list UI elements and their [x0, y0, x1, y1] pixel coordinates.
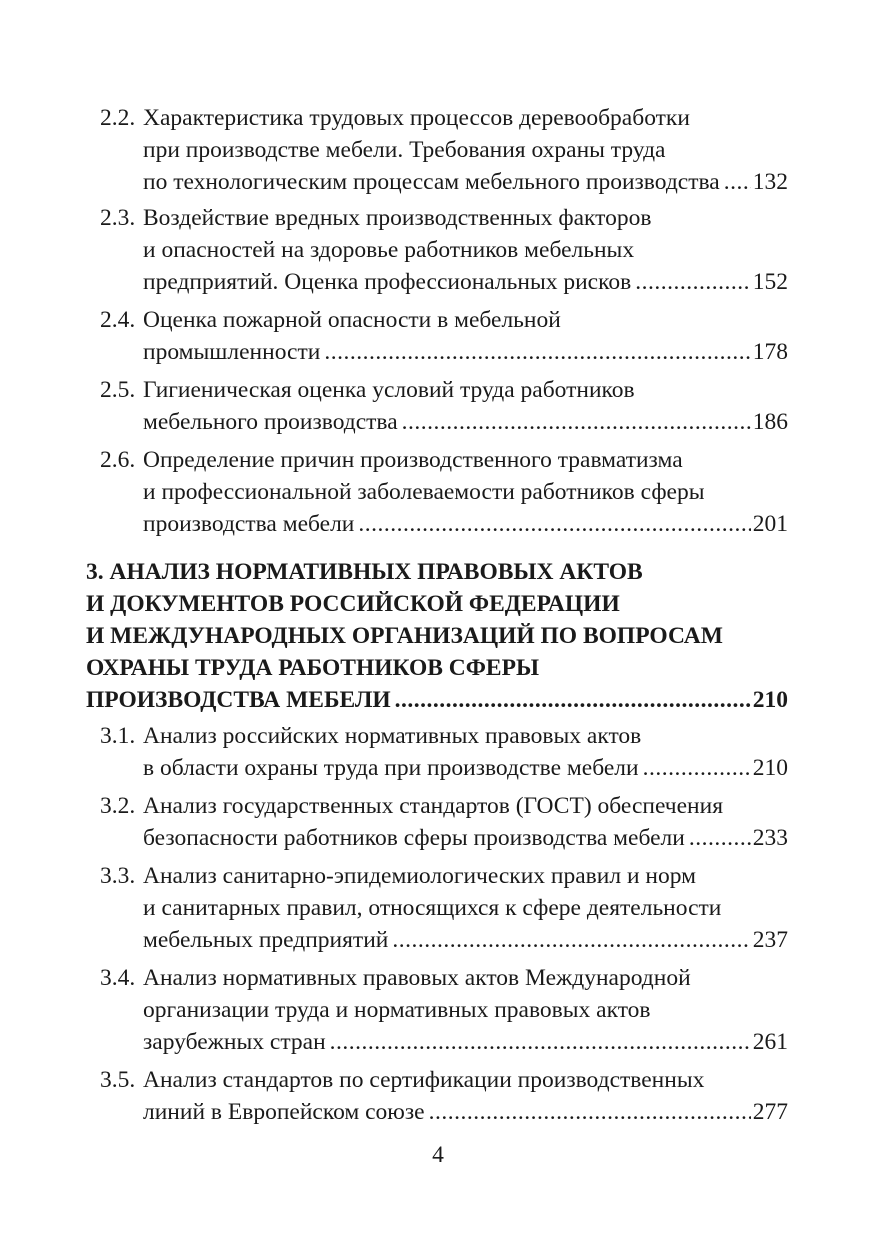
- toc-leader-line: [143, 336, 788, 368]
- entry-title: Анализ санитарно-эпидемиологических правил и норм: [143, 863, 696, 889]
- toc-leader-line: [143, 406, 788, 438]
- entry-title: Воздействие вредных производственных факторов: [143, 205, 652, 231]
- entry-number: 3.2.: [100, 793, 136, 819]
- entry-title: производства мебели: [143, 511, 355, 537]
- toc-leader-line: [143, 1096, 788, 1128]
- leader-dots: [392, 924, 750, 956]
- entry-page: 132: [752, 169, 788, 195]
- entry-title: предприятий. Оценка профессиональных рисков: [143, 269, 632, 295]
- entry-number: 2.3.: [100, 205, 136, 231]
- entry-title: Оценка пожарной опасности в мебельной: [143, 307, 561, 333]
- chapter-title-line: И МЕЖДУНАРОДНЫХ ОРГАНИЗАЦИЙ ПО ВОПРОСАМ: [86, 623, 723, 649]
- entry-title: Характеристика трудовых процессов деревообработки: [143, 105, 690, 131]
- entry-page: 178: [752, 339, 788, 365]
- entry-number: 2.5.: [100, 377, 136, 403]
- entry-page: 210: [752, 687, 788, 713]
- entry-title: организации труда и нормативных правовых актов: [143, 997, 651, 1023]
- entry-title: линий в Европейском союзе: [143, 1099, 425, 1125]
- entry-title: мебельных предприятий: [143, 927, 389, 953]
- entry-page: 186: [752, 409, 788, 435]
- entry-title: Гигиеническая оценка условий труда работников: [143, 377, 635, 403]
- chapter-title-line: 3. АНАЛИЗ НОРМАТИВНЫХ ПРАВОВЫХ АКТОВ: [86, 559, 643, 585]
- entry-page: 277: [752, 1099, 788, 1125]
- entry-title: и санитарных правил, относящихся к сфере деятельности: [143, 895, 722, 921]
- entry-title: промышленности: [143, 339, 321, 365]
- entry-title: Анализ государственных стандартов (ГОСТ) обеспечения: [143, 793, 724, 819]
- entry-page: 233: [752, 825, 788, 851]
- entry-page: 237: [752, 927, 788, 953]
- leader-dots: [429, 1096, 751, 1128]
- page-number: 4: [432, 1142, 444, 1168]
- chapter-title-line: ПРОИЗВОДСТВА МЕБЕЛИ: [86, 687, 391, 713]
- entry-title: безопасности работников сферы производства мебели: [143, 825, 685, 851]
- entry-page: 152: [752, 269, 788, 295]
- toc-leader-line: [143, 508, 788, 540]
- chapter-title-line: И ДОКУМЕНТОВ РОССИЙСКОЙ ФЕДЕРАЦИИ: [86, 591, 620, 617]
- entry-page: 201: [752, 511, 788, 537]
- leader-dots: [324, 336, 750, 368]
- entry-title: мебельного производства: [143, 409, 398, 435]
- toc-leader-line: [143, 266, 788, 298]
- entry-number: 2.4.: [100, 307, 136, 333]
- entry-number: 2.2.: [100, 105, 136, 131]
- leader-dots: [724, 166, 751, 198]
- leader-dots: [689, 822, 751, 854]
- leader-dots: [643, 752, 751, 784]
- toc-leader-line: [143, 752, 788, 784]
- entry-page: 210: [752, 755, 788, 781]
- entry-number: 2.6.: [100, 447, 136, 473]
- toc-leader-line: [143, 1026, 788, 1058]
- entry-title: Анализ российских нормативных правовых актов: [143, 723, 642, 749]
- entry-title: в области охраны труда при производстве мебели: [143, 755, 639, 781]
- entry-title: и профессиональной заболеваемости работников сферы: [143, 479, 705, 505]
- toc-leader-line: [143, 924, 788, 956]
- entry-title: Анализ нормативных правовых актов Международной: [143, 965, 691, 991]
- entry-title: и опасностей на здоровье работников мебельных: [143, 237, 635, 263]
- toc-leader-line: [143, 166, 788, 198]
- leader-dots: [635, 266, 751, 298]
- leader-dots: [330, 1026, 751, 1058]
- toc-leader-line: [86, 684, 788, 716]
- entry-number: 3.1.: [100, 723, 136, 749]
- chapter-title-line: ОХРАНЫ ТРУДА РАБОТНИКОВ СФЕРЫ: [86, 655, 540, 681]
- toc-leader-line: [143, 822, 788, 854]
- leader-dots: [395, 684, 751, 716]
- entry-page: 261: [752, 1029, 788, 1055]
- entry-number: 3.3.: [100, 863, 136, 889]
- entry-title: зарубежных стран: [143, 1029, 326, 1055]
- entry-title: Анализ стандартов по сертификации производственных: [143, 1067, 705, 1093]
- entry-title: по технологическим процессам мебельного производства: [143, 169, 720, 195]
- entry-title: Определение причин производственного травматизма: [143, 447, 683, 473]
- entry-title: при производстве мебели. Требования охраны труда: [143, 137, 666, 163]
- leader-dots: [358, 508, 750, 540]
- leader-dots: [402, 406, 751, 438]
- entry-number: 3.4.: [100, 965, 136, 991]
- entry-number: 3.5.: [100, 1067, 136, 1093]
